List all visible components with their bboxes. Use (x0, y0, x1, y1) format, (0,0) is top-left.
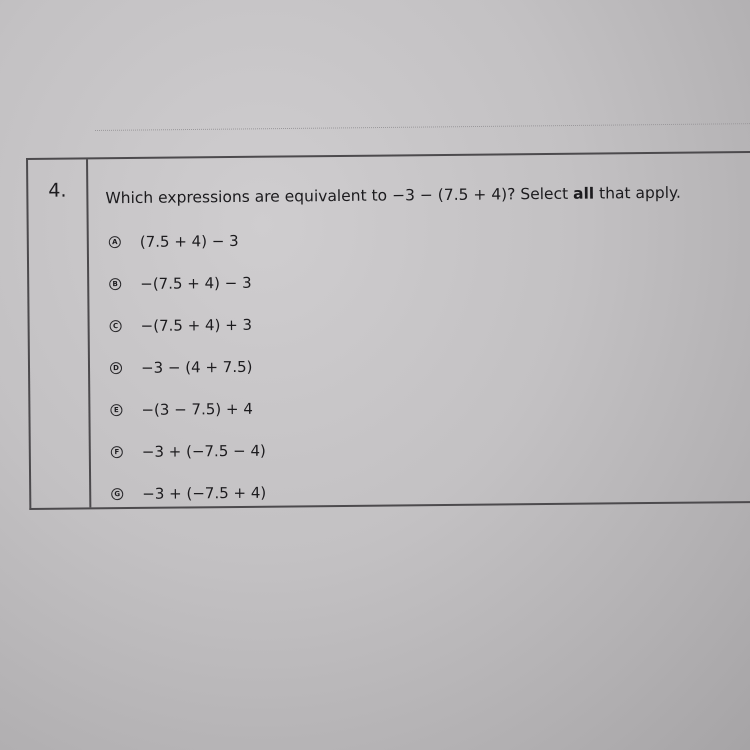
choice-e-expression: −(3 − 7.5) + 4 (141, 399, 253, 419)
choice-a-bubble[interactable]: A (109, 236, 121, 248)
choice-g[interactable] (111, 472, 266, 515)
choice-g-expression: −3 + (−7.5 + 4) (142, 483, 267, 503)
choice-c[interactable] (109, 304, 264, 347)
choice-e-bubble[interactable]: E (110, 404, 122, 416)
choice-b[interactable] (109, 262, 264, 305)
choice-a[interactable] (109, 220, 264, 263)
choice-c-bubble[interactable]: C (110, 320, 122, 332)
choice-e[interactable] (110, 388, 265, 431)
choice-c-expression: −(7.5 + 4) + 3 (140, 315, 253, 335)
prompt-text-bold: all (572, 184, 595, 203)
choice-d-bubble[interactable]: D (110, 362, 122, 374)
dotted-separator (95, 123, 750, 131)
choice-d-expression: −3 − (4 + 7.5) (140, 357, 253, 377)
choice-b-bubble[interactable]: B (109, 278, 121, 290)
choice-f-expression: −3 + (−7.5 − 4) (141, 441, 266, 461)
question-number-column (28, 159, 91, 508)
answer-choices (109, 220, 267, 515)
choice-f[interactable] (111, 430, 266, 473)
choice-f-bubble[interactable]: F (111, 446, 123, 458)
choice-a-expression: (7.5 + 4) − 3 (139, 231, 239, 251)
choice-d[interactable] (110, 346, 265, 389)
question-number: 4. (48, 179, 67, 202)
choice-g-bubble[interactable]: G (111, 488, 123, 500)
question-prompt (105, 184, 681, 208)
choice-b-expression: −(7.5 + 4) − 3 (140, 273, 252, 293)
question-box (26, 151, 750, 510)
prompt-text-start: Which expressions are equivalent to −3 − (7.5 + 4)? Select (105, 184, 574, 208)
prompt-text-end: that apply. (594, 183, 681, 203)
